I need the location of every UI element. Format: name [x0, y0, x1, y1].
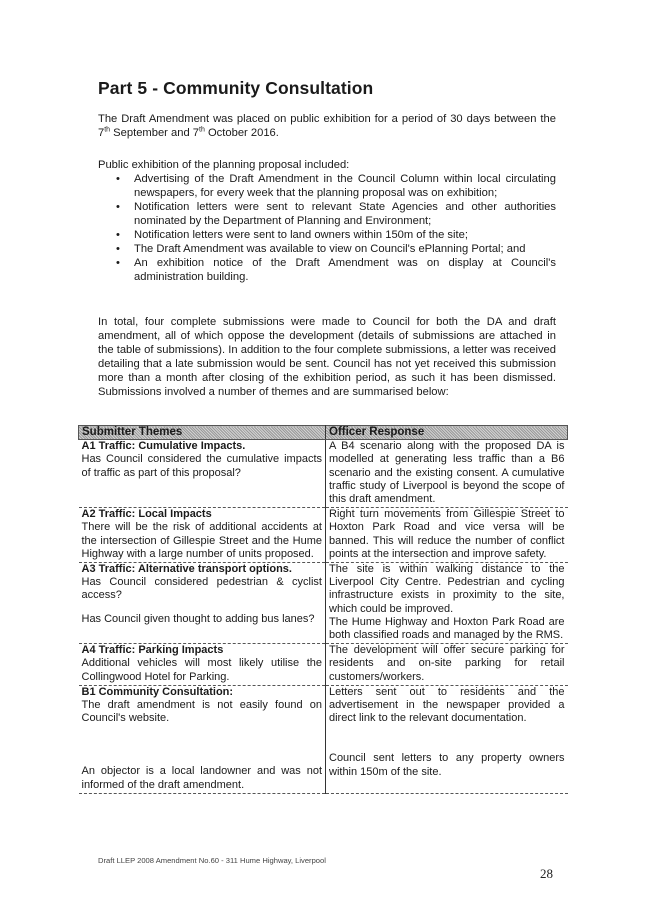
list-item-text: Notification letters were sent to land owners within 150m of the site;	[134, 229, 468, 241]
intro-text-1: The Draft Amendment was placed on public exhibition for a period of 30 days between the 7	[98, 113, 556, 139]
response-text: Right turn movements from Gillespie Street to Hoxton Park Road and vice versa will be banned. This will reduce the number of conflict points at the intersection and improve safety.	[329, 508, 565, 560]
themes-cell	[79, 644, 326, 686]
theme-text: An objector is a local landowner and was not informed of the draft amendment.	[81, 765, 322, 791]
bullet-icon: •	[116, 229, 120, 241]
response-text: A B4 scenario along with the proposed DA is modelled at generating less traffic than a B6 scenario and the existing consent. A cumulative traffic study of Liverpool is beyond the scope of this draft amendment.	[329, 440, 565, 506]
ordinal-suffix-2: th	[199, 126, 205, 134]
ordinal-suffix-1: th	[104, 126, 111, 134]
table-row	[79, 508, 568, 563]
list-item	[98, 172, 556, 200]
response-cell	[326, 563, 568, 644]
intro-text-2: September and 7	[110, 127, 200, 139]
response-text: Letters sent out to residents and the advertisement in the newspaper provided a direct link to the relevant documentation.	[329, 685, 565, 725]
submissions-summary-paragraph: In total, four complete submissions were made to Council for both the DA and draft amendment, all of which oppose the development (details of submissions are attached in the table of submissions). In addition to the four complete submissions, a letter was received detailing that a late submission would be sent. Council has not yet received this submission more than a month after closing of the exhibition period, as such it has been dismissed. Submissions involved a number of themes and are summarised below:	[98, 316, 556, 398]
intro-text-3: October 2016.	[204, 127, 279, 139]
response-text: The site is within walking distance to the Liverpool City Centre. Pedestrian and cycling infrastructure exists in proximity to the site, which could be improved.	[329, 563, 565, 615]
response-cell	[326, 685, 568, 793]
response-cell	[326, 440, 568, 508]
theme-text: The draft amendment is not easily found on Council's website.	[81, 699, 322, 725]
themes-cell	[79, 563, 326, 644]
themes-cell	[79, 440, 326, 508]
list-item	[98, 200, 556, 228]
response-text: The Hume Highway and Hoxton Park Road are both classified roads and managed by the RMS.	[329, 615, 565, 642]
bullet-icon: •	[116, 243, 120, 255]
themes-cell	[79, 685, 326, 793]
response-cell	[326, 644, 568, 686]
response-cell	[326, 508, 568, 563]
list-item-text: The Draft Amendment was available to view on Council's ePlanning Portal; and	[134, 243, 526, 255]
list-item-text: Notification letters were sent to relevant State Agencies and other authorities nominated by the Department of Planning and Environment;	[134, 201, 556, 227]
section-heading: Part 5 - Community Consultation	[98, 78, 374, 98]
column-header-themes: Submitter Themes	[79, 426, 326, 440]
exhibition-period-paragraph	[98, 112, 556, 140]
spacer	[329, 725, 565, 752]
theme-title: A2 Traffic: Local Impacts	[81, 508, 212, 521]
list-item	[98, 242, 556, 256]
response-text: The development will offer secure parking for residents and on-site parking for retail customers/workers.	[329, 644, 565, 683]
theme-text: Has Council considered pedestrian & cyclist access?	[81, 576, 322, 602]
spacer	[82, 725, 323, 765]
theme-title: B1 Community Consultation:	[81, 685, 234, 698]
table-row	[79, 644, 568, 686]
exhibition-list	[98, 172, 556, 284]
theme-title: A4 Traffic: Parking Impacts	[81, 644, 224, 657]
theme-text: Additional vehicles will most likely utilise the Collingwood Hotel for Parking.	[81, 657, 322, 683]
list-item	[98, 256, 556, 284]
page-number: 28	[540, 866, 553, 881]
page-footer: Draft LLEP 2008 Amendment No.60 - 311 Hume Highway, Liverpool	[98, 856, 326, 865]
table-row	[79, 563, 568, 644]
table-row	[79, 440, 568, 508]
theme-text: Has Council given thought to adding bus lanes?	[81, 612, 315, 625]
theme-text: There will be the risk of additional accidents at the intersection of Gillespie Street and the Hume Highway with a large number of units proposed.	[81, 521, 322, 560]
table-row	[79, 685, 568, 793]
response-text: Council sent letters to any property owners within 150m of the site.	[329, 752, 565, 778]
submissions-table	[78, 425, 568, 794]
theme-title: A1 Traffic: Cumulative Impacts.	[81, 440, 246, 453]
list-item-text: An exhibition notice of the Draft Amendment was on display at Council's administration building.	[134, 257, 556, 283]
theme-title: A3 Traffic: Alternative transport options.	[81, 563, 292, 576]
table-header-row	[79, 426, 568, 440]
bullet-icon: •	[116, 257, 120, 269]
list-item	[98, 228, 556, 242]
bullet-icon: •	[116, 201, 120, 213]
spacer	[82, 603, 323, 613]
bullet-icon: •	[116, 173, 120, 185]
theme-text: Has Council considered the cumulative impacts of traffic as part of this proposal?	[81, 453, 322, 479]
exhibition-lead: Public exhibition of the planning proposal included:	[98, 159, 350, 171]
list-item-text: Advertising of the Draft Amendment in the Council Column within local circulating newspapers, for every week that the planning proposal was on exhibition;	[134, 173, 556, 199]
column-header-response: Officer Response	[326, 426, 568, 440]
themes-cell	[79, 508, 326, 563]
